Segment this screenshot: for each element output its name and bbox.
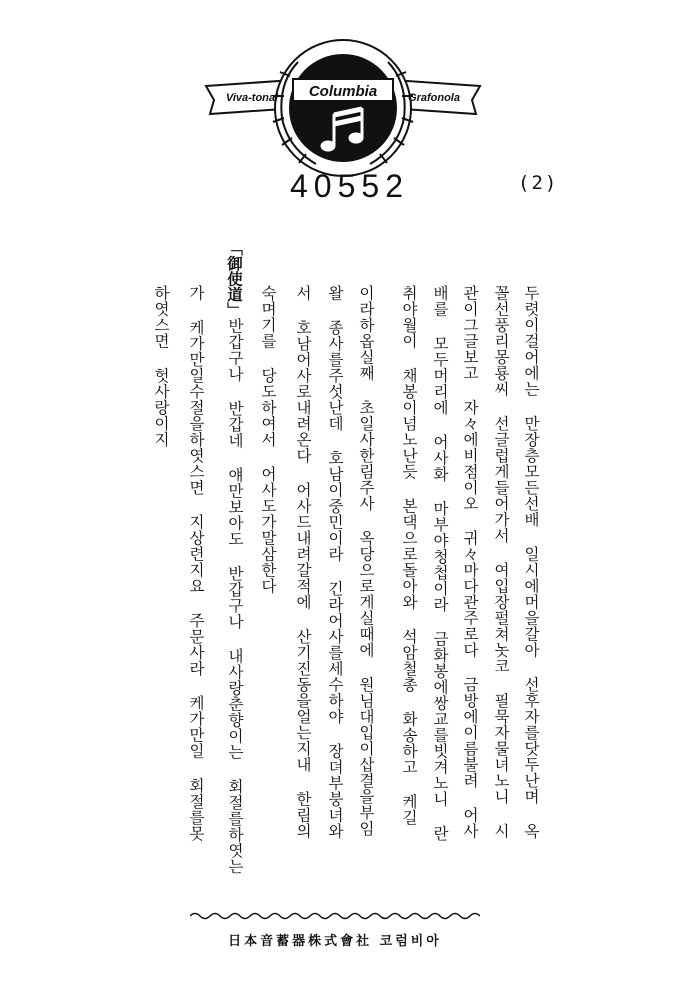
lyric-column-5: 취야월이 채봉이넘노난듯 본댁으로돌아와 석암철총 화송하고 케길 bbox=[400, 285, 418, 826]
logo-center-text: Columbia bbox=[308, 83, 378, 100]
lyric-column-2: 꼴선풍리몽룡씨 선글럽게들어가서 여입장펄쳐놋코 필묵자물녀노니 시 bbox=[492, 285, 510, 839]
footer-divider bbox=[190, 910, 480, 922]
lyric-column-1: 두렷이걸어에는 만장층모든선배 일시에머을갈아 선후자를닷두난며 옥 bbox=[522, 285, 540, 839]
lyric-column-10: 반갑구나 반갑네 얘만보아도 반갑구나 내사랑춘향이는 회절를하엿는 bbox=[226, 318, 244, 875]
catalog-number: 40552 bbox=[290, 168, 409, 204]
lyric-column-9: 숙며기를 당도하여서 어사도가말삼한다 bbox=[259, 285, 277, 594]
lyric-column-7: 왈 종사를주섯난데 호남이중민이라 긴라어사를세수하야 장뎌부붕녀와 bbox=[326, 285, 344, 839]
lyric-column-8: 서 호남어사로내려온다 어사드내려갈적에 산기진동을얼는지내 한림의 bbox=[294, 285, 312, 839]
logo-right-ribbon-text: Grafonola bbox=[408, 92, 460, 104]
lyric-column-12: 하엿스면 헛사랑이지 bbox=[152, 285, 170, 448]
song-title: 「御使道」 bbox=[225, 240, 243, 318]
lyric-column-3: 관이그글보고 자々에비점이오 귀々마다관주로다 금방에이름불려 어사 bbox=[461, 285, 479, 839]
publisher-footer: 日本音蓄器株式會社 코럼비아 bbox=[228, 934, 442, 949]
lyric-column-11: 가 케가만일수절을하엿스면 지상련지요 주문사라 케가만일 회절를못 bbox=[187, 285, 205, 842]
lyric-column-6: 이라하옵실째 초일사한림주사 옥당으로게실때에 원님대입이삽결을부임 bbox=[357, 285, 375, 837]
page-number: (2) bbox=[518, 172, 559, 194]
columbia-logo bbox=[198, 38, 488, 184]
logo-left-ribbon-text: Viva-tonal bbox=[225, 92, 279, 104]
lyric-column-4: 배를 모두머리에 어사화 마부야청첩이라 금화봉에쌍교를빗겨노니 란 bbox=[431, 285, 449, 842]
